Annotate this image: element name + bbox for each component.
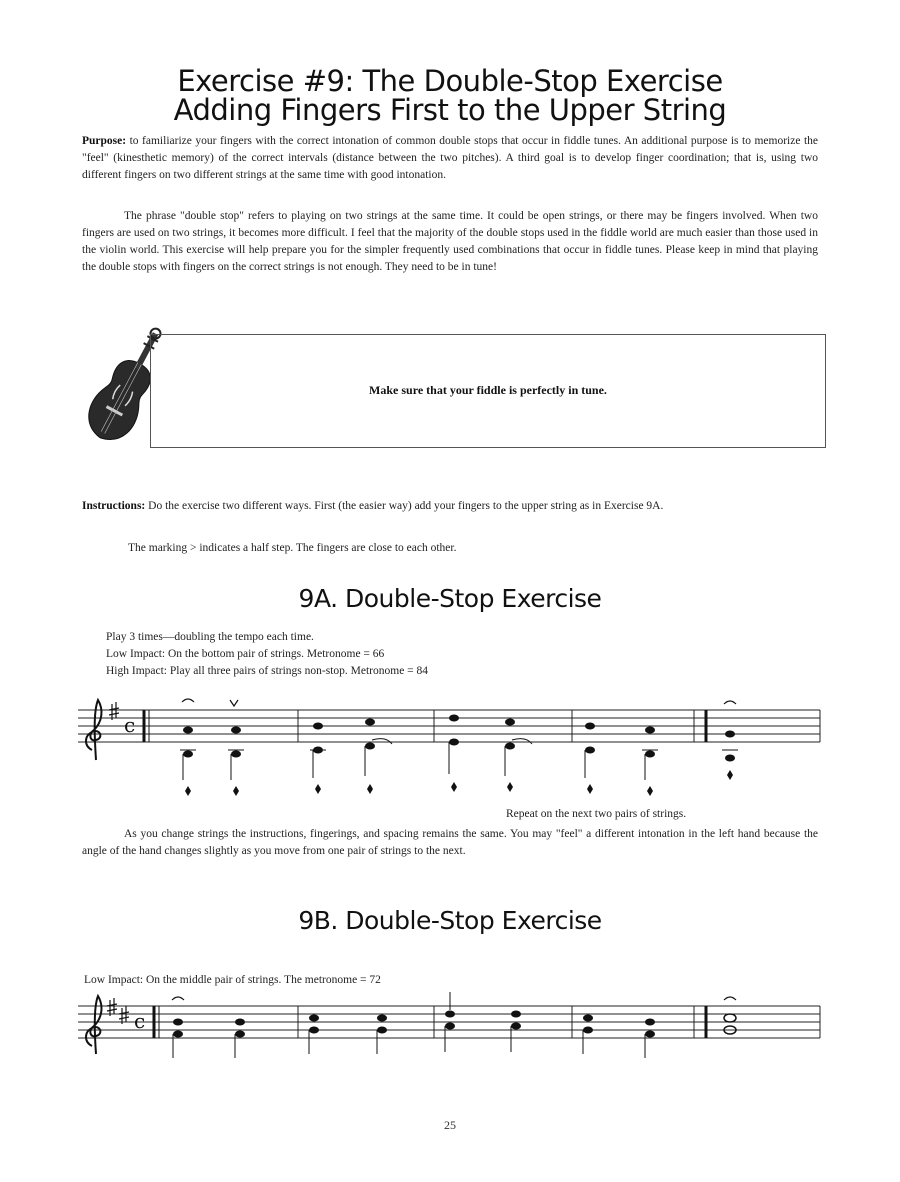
tune-reminder-text: Make sure that your fiddle is perfectly in tune. (369, 383, 607, 397)
instructions-text: Do the exercise two different ways. First (the easier way) add your fingers to the upper string as in Exercise 9A. (145, 500, 664, 512)
change-paragraph: As you change strings the instructions, fingerings, and spacing remains the same. You may "feel" a different intonation in the left hand because the angle of the hand changes slightly as you move from one pair of strings to the next. (82, 828, 818, 857)
title-line-2: Adding Fingers First to the Upper String (173, 93, 727, 127)
page-number: 25 (444, 1118, 456, 1132)
time-signature-9b: c (134, 1009, 146, 1033)
staff-9a (78, 690, 828, 810)
repeat-text: Repeat on the next two pairs of strings. (506, 808, 687, 820)
tune-reminder-box (150, 334, 826, 448)
purpose-text: to familiarize your fingers with the correct intonation of common double stops that occur in fiddle tunes. An additional purpose is to memorize the "feel" (kinesthetic memory) of the correct intervals (distance between the two pitches). A third goal is to develop finger coordination; that is, using two different fingers on two different strings at the same time with good intonation. (82, 135, 818, 181)
section-9b-title: 9B. Double-Stop Exercise (298, 906, 602, 935)
staff-9b (78, 990, 828, 1070)
play-line-2: Low Impact: On the bottom pair of strings. Metronome = 66 (106, 648, 385, 660)
play-line-1: Play 3 times—doubling the tempo each time. (106, 631, 314, 643)
low-impact-9b: Low Impact: On the middle pair of strings. The metronome = 72 (84, 974, 381, 986)
instructions-paragraph (82, 498, 818, 515)
section-9a-title: 9A. Double-Stop Exercise (298, 584, 602, 613)
purpose-label: Purpose: (82, 135, 127, 147)
time-signature-9a: c (124, 713, 136, 737)
play-line-3: High Impact: Play all three pairs of strings non-stop. Metronome = 84 (106, 665, 429, 677)
marking-text: The marking > indicates a half step. The fingers are close to each other. (128, 542, 457, 554)
purpose-paragraph (82, 133, 818, 184)
double-stop-paragraph: The phrase "double stop" refers to playing on two strings at the same time. It could be open strings, or there may be fingers involved. When two fingers are used on two strings, it becomes more difficult. I feel that the majority of the double stops used in the fiddle world are much easier than those used in the violin world. This exercise will help prepare you for the simpler frequently used combinations that occur in fiddle tunes. Please keep in mind that playing the double stops with fingers on the correct strings is not enough. They need to be in tune! (82, 210, 818, 273)
instructions-label: Instructions: (82, 500, 146, 512)
title-line-1: Exercise #9: The Double-Stop Exercise (177, 64, 723, 98)
